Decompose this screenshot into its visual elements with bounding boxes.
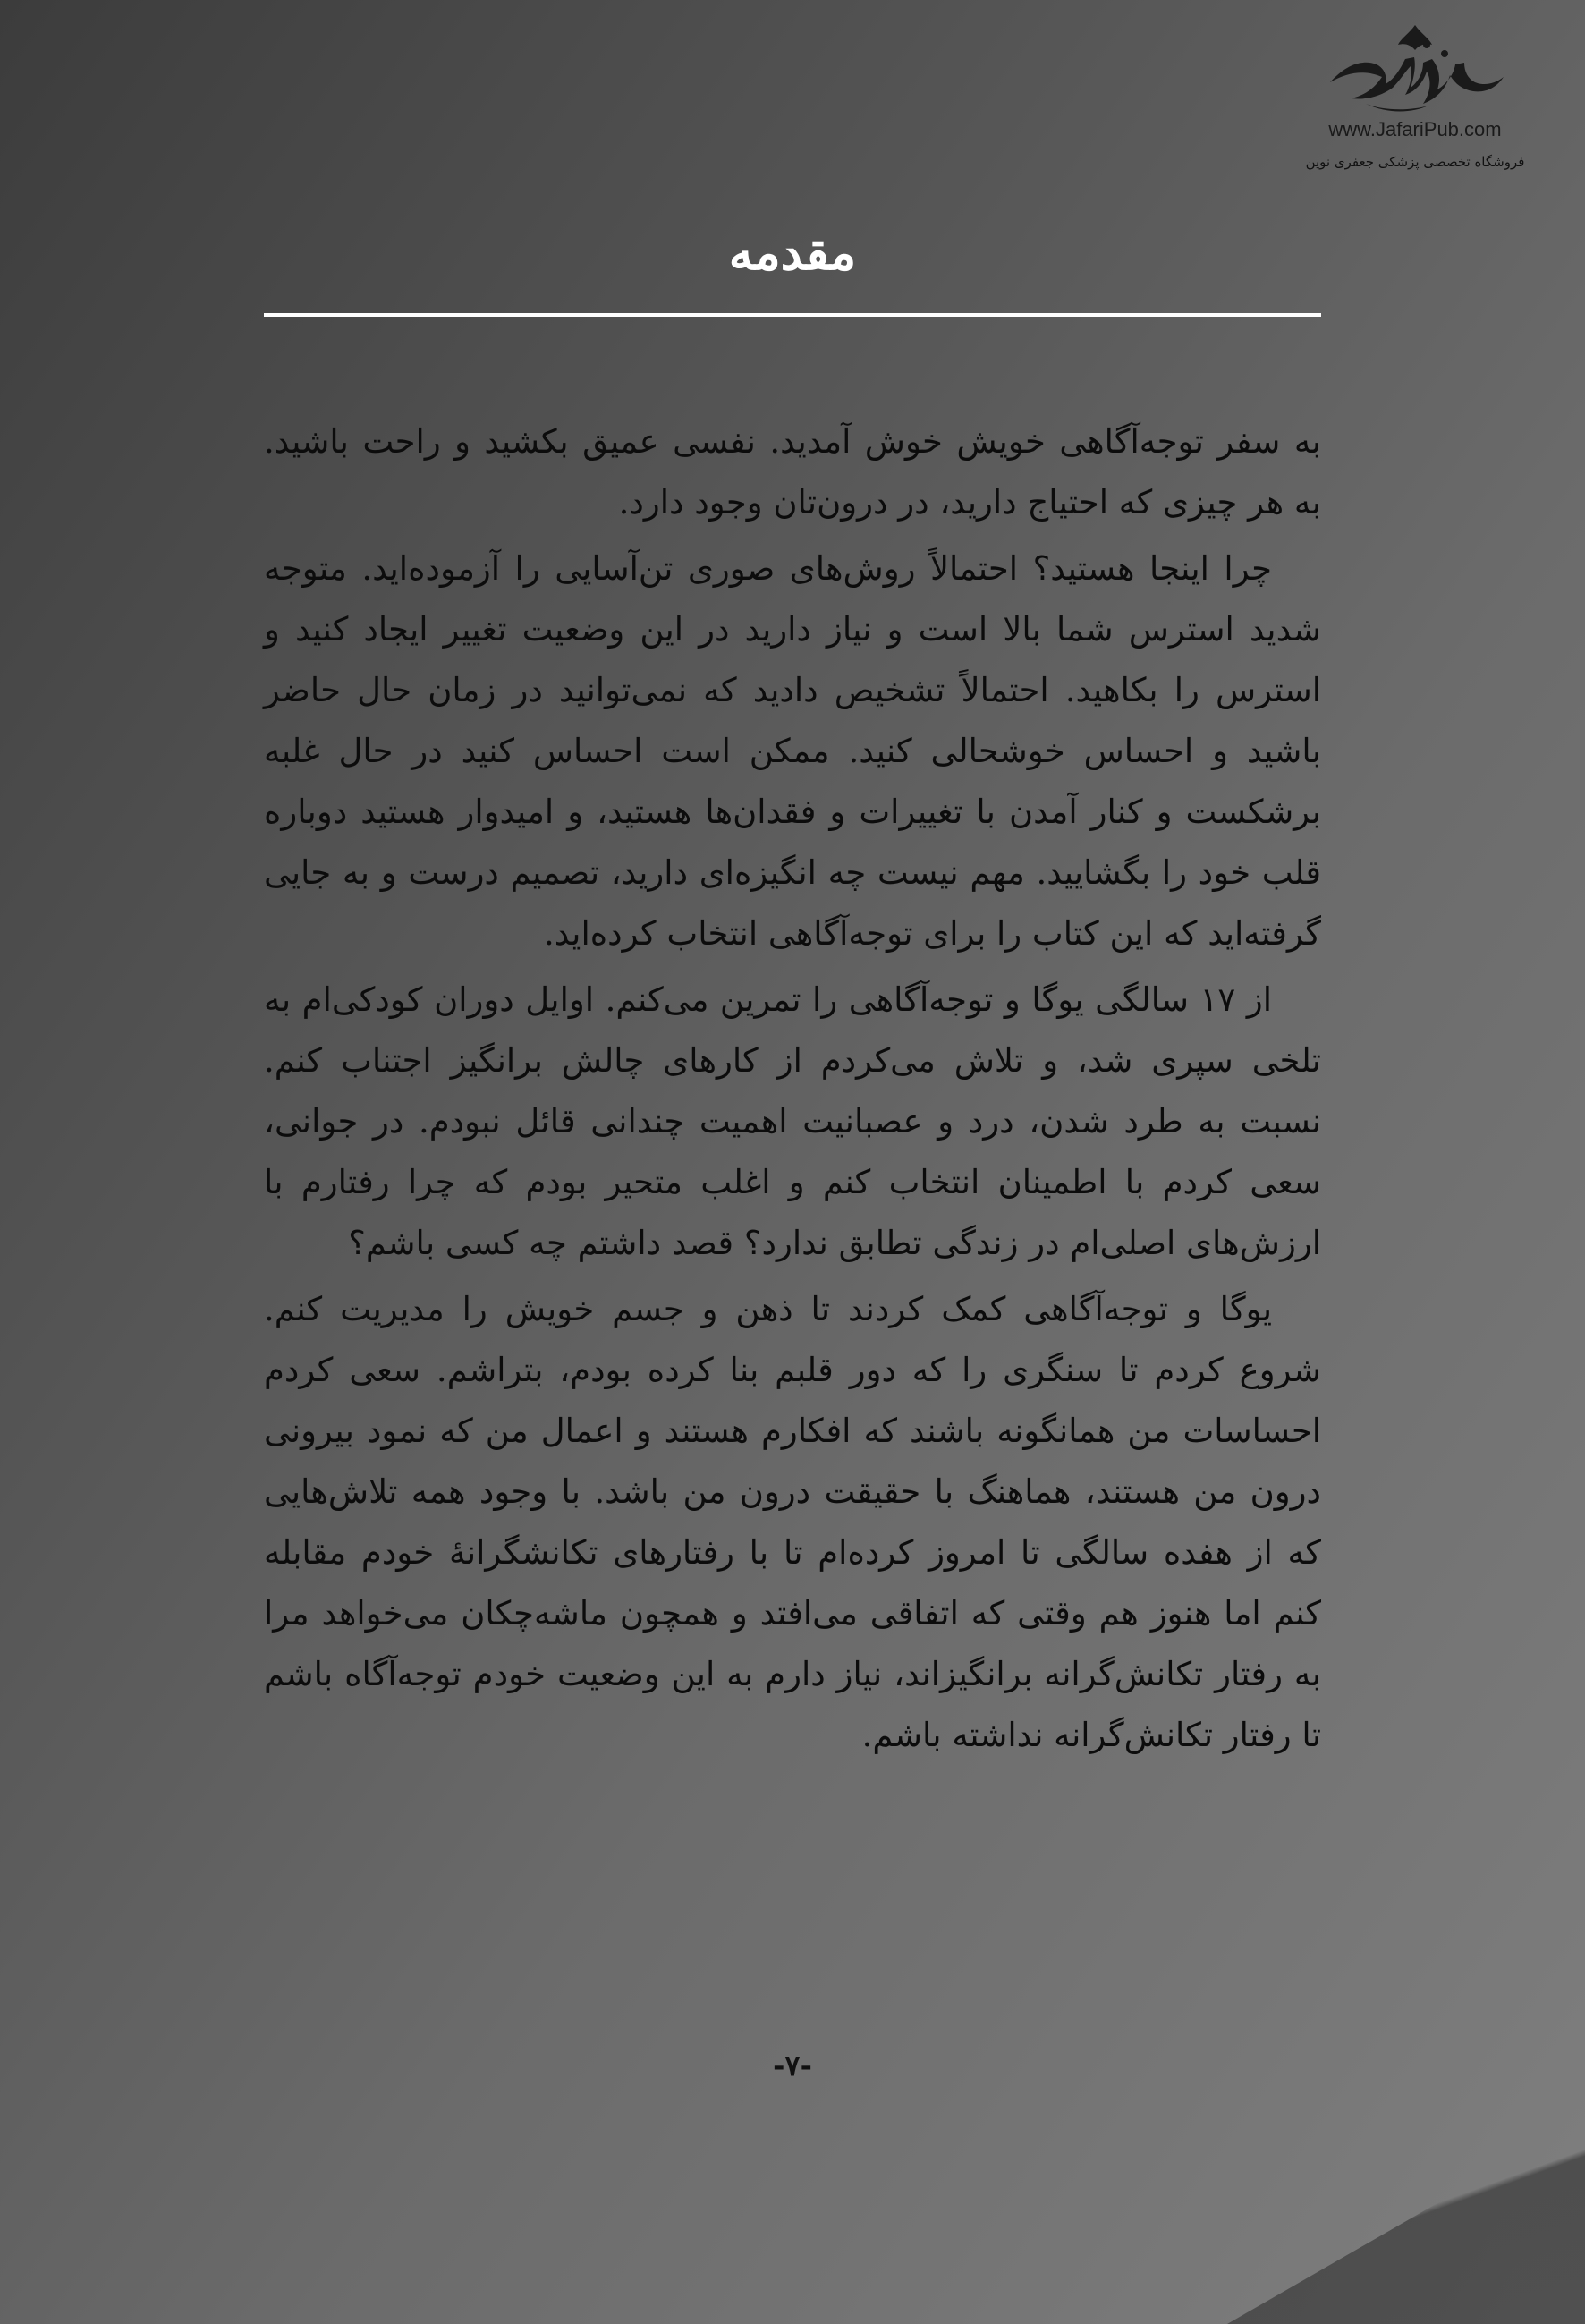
paragraph-1: به سفر توجه‌آگاهی خویش خوش آمدید. نفسی عمیق بکشید و راحت باشید. به هر چیزی که احتیاج دارید، در درون‌تان وجود دارد. <box>264 422 1321 522</box>
publisher-logo[interactable] <box>1290 18 1540 179</box>
body-text <box>264 411 1321 1771</box>
paragraph-2: چرا اینجا هستید؟ احتمالاً روش‌های صوری تن‌آسایی را آزموده‌اید. متوجه شدید استرس شما بالا است و نیاز دارید در این وضعیت تغییر ایجاد کنید و استرس را بکاهید. احتمالاً تشخیص دادید که نمی‌توانید در زمان حال حاضر باشید و احساس خوشحالی کنید. ممکن است احساس کنید در حال غلبه برشکست و کنار آمدن با تغییرات و فقدان‌ها هستید، و امیدوار هستید دوباره قلب خود را بگشایید. مهم نیست چه انگیزه‌ای دارید، تصمیم درست و به جایی گرفته‌اید که این کتاب را برای توجه‌آگاهی انتخاب کرده‌اید. <box>264 549 1321 953</box>
page-number: -۷- <box>773 2048 812 2082</box>
page-title: مقدمه <box>728 224 857 281</box>
jafari-pub-logo-icon <box>1312 18 1518 116</box>
publisher-caption: فروشگاه تخصصی پزشکی جعفری نوین <box>1305 154 1525 170</box>
paragraph-3: از ۱۷ سالگی یوگا و توجه‌آگاهی را تمرین می‌کنم. اوایل دوران کودکی‌ام به تلخی سپری شد، و تلاش می‌کردم از کارهای چالش برانگیز اجتناب کنم. نسبت به طرد شدن، درد و عصبانیت اهمیت چندانی قائل نبودم. در جوانی، سعی کردم با اطمینان انتخاب کنم و اغلب متحیر بودم که چرا رفتارم با ارزش‌های اصلی‌ام در زندگی تطابق ندارد؟ قصد داشتم چه کسی باشم؟ <box>264 980 1321 1262</box>
publisher-url[interactable]: www.JafariPub.com <box>1328 118 1502 140</box>
paragraph-4: یوگا و توجه‌آگاهی کمک کردند تا ذهن و جسم خویش را مدیریت کنم. شروع کردم تا سنگری را که دور قلبم بنا کرده بودم، بتراشم. سعی کردم احساسات من همانگونه باشند که افکارم هستند و اعمال من که نمود بیرونی درون من هستند، هماهنگ با حقیقت درون من باشد. با وجود همه تلاش‌هایی که از هفده سالگی تا امروز کرده‌ام تا با رفتارهای تکانشگرانهٔ خودم مقابله کنم اما هنوز هم وقتی که اتفاقی می‌افتد و همچون ماشه‌چکان می‌خواهد مرا به رفتار تکانش‌گرانه برانگیزاند، نیاز دارم به این وضعیت خودم توجه‌آگاه باشم تا رفتار تکانش‌گرانه نداشته باشم. <box>264 1290 1321 1754</box>
title-divider <box>264 313 1321 317</box>
corner-decoration <box>1227 2118 1585 2324</box>
